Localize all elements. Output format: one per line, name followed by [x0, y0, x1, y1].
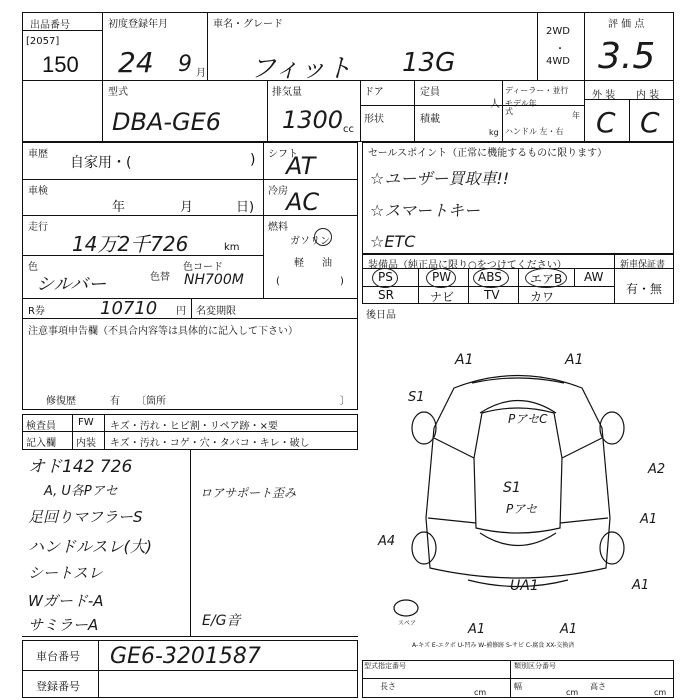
sales-points-label: セールスポイント（正常に機能するものに限ります）	[368, 148, 608, 159]
name-change-limit-label: 名変期限	[196, 306, 236, 317]
type-spec-label: 型式指定番号	[364, 662, 406, 670]
usage-value: 自家用・(	[70, 155, 132, 171]
fuel-label: 燃料	[268, 222, 288, 233]
note-right-2: E/G音	[202, 613, 241, 629]
first-registration-month: 9	[178, 52, 192, 77]
note-line-6: Wガード-A	[28, 592, 104, 610]
load-label: 積載	[420, 114, 440, 125]
equip-abs-circle	[473, 268, 509, 288]
width-label: 幅	[514, 682, 522, 691]
diagram-mark-3: S1	[408, 390, 425, 405]
model-year-unit: 年	[572, 111, 580, 120]
drive-separator: ・	[555, 44, 565, 55]
height-label: 高さ	[590, 682, 606, 691]
note-line-2: A, U各Pアセ	[44, 484, 118, 499]
equip-airbag: エアB	[530, 272, 563, 286]
equip-sr: SR	[378, 288, 394, 302]
note-line-5: シートスレ	[28, 564, 103, 582]
lot-number: 150	[42, 52, 79, 77]
sales-point-3: ☆ETC	[370, 232, 416, 251]
diagram-mark-5: A2	[648, 462, 666, 477]
score-label: 評 価 点	[608, 19, 645, 30]
exterior-grade: C	[596, 106, 616, 139]
note-line-7: サミラーA	[28, 616, 99, 634]
capacity-label: 定員	[420, 87, 440, 98]
fuel-paren-close: )	[340, 276, 344, 287]
diagram-mark-4: PアセC	[508, 412, 548, 426]
diagram-mark-10: UA1	[510, 578, 539, 594]
wheel-rear-left	[412, 532, 436, 564]
fuel-selected-circle	[314, 228, 332, 246]
diagram-mark-2: A1	[565, 352, 584, 368]
car-rear-window	[480, 533, 556, 546]
repair-location-label: 〔箇所	[136, 396, 166, 407]
interior-row-label: 内装	[76, 438, 96, 449]
damage-legend: A-キズ E-エクボ U-凹み W-補修跡 S-サビ C-腐食 XX-交換済	[412, 642, 575, 649]
wheel-front-right	[600, 412, 624, 444]
fuel-gasoline: ガソリン	[290, 236, 330, 247]
inspection-label: 車検	[28, 186, 48, 197]
dealer-parallel-label: ディーラー・並行	[505, 86, 569, 95]
diagram-mark-9: A4	[378, 534, 396, 549]
month-unit: 月	[196, 68, 206, 79]
diagram-mark-12: A1	[468, 622, 486, 637]
inspector-label: 検査員	[26, 421, 56, 432]
note-line-1: オド142 726	[28, 457, 133, 477]
note-line-3: 足回りマフラーS	[28, 508, 143, 526]
model-value: DBA-GE6	[112, 108, 222, 136]
first-registration-label: 初度登録年月	[108, 19, 168, 30]
equip-navi: ナビ	[430, 290, 455, 304]
fw-items: キズ・汚れ・ヒビ割・リペア跡・×要	[110, 421, 278, 432]
length-label: 長さ	[380, 682, 396, 691]
height-unit: cm	[654, 688, 667, 697]
recycle-label: R券	[28, 306, 45, 317]
fw-label: FW	[78, 417, 94, 428]
equip-pw-circle	[426, 268, 456, 288]
spare-tire	[394, 600, 418, 616]
class-number-label: 類別区分番号	[514, 662, 556, 670]
ac-label: 冷房	[268, 186, 288, 197]
fuel-kei: 軽	[294, 258, 304, 269]
lot-number-label: 出品番号	[30, 20, 70, 31]
sales-point-2: ☆スマートキー	[370, 201, 481, 220]
car-body-outline	[426, 376, 610, 579]
diagram-mark-7: Pアセ	[506, 502, 538, 516]
car-name-grade-label: 車名・グレード	[213, 19, 283, 30]
record-label: 記入欄	[26, 438, 56, 449]
wheel-front-left	[412, 412, 436, 444]
repair-history-value: 有	[110, 396, 120, 407]
wheel-rear-right	[600, 532, 624, 564]
drive-4wd: 4WD	[546, 56, 570, 67]
diagram-mark-11: A1	[632, 578, 650, 593]
door-label: ドア	[364, 87, 384, 98]
notes-label: 注意事項申告欄（不具合内容等は具体的に記入して下さい）	[28, 326, 298, 337]
equip-pw: PW	[432, 270, 452, 284]
fuel-oil: 油	[322, 258, 332, 269]
inspection-day: 日)	[236, 200, 255, 215]
note-right-1: ロアサポート歪み	[200, 486, 297, 500]
diagram-mark-13: A1	[560, 622, 578, 637]
sales-point-1: ☆ユーザー買取車!!	[370, 169, 510, 188]
inspection-month: 月	[180, 200, 194, 215]
interior-items: キズ・汚れ・コゲ・穴・タバコ・キレ・破し	[110, 438, 310, 449]
equip-ps-circle	[372, 268, 398, 288]
chassis-number-value: GE6-3201587	[110, 644, 261, 669]
spare-label: スペア	[398, 620, 417, 627]
diagram-mark-1: A1	[455, 352, 474, 368]
model-year-label: モデル年式	[505, 99, 537, 116]
equipment-label: 装備品（純正品に限り○をつけてください）	[368, 260, 567, 271]
displacement-value: 1300	[282, 106, 344, 134]
fuel-paren-open: (	[276, 276, 280, 287]
rear-items-label: 後日品	[366, 310, 396, 321]
first-registration-year: 24	[118, 46, 154, 79]
color-code-label: 色コード	[183, 262, 223, 273]
person-unit: 人	[490, 99, 500, 110]
registration-number-label: 登録番号	[36, 680, 80, 693]
color-label: 色	[28, 262, 38, 273]
new-car-warranty-value: 有・無	[626, 282, 663, 296]
diagram-mark-6: S1	[503, 480, 521, 496]
length-unit: cm	[474, 688, 487, 697]
km-unit: km	[224, 242, 240, 253]
inspection-year: 年	[112, 200, 126, 215]
yen-unit: 円	[176, 306, 186, 317]
lot-sub-number: [2057]	[26, 36, 60, 47]
interior-label: 内 装	[636, 90, 660, 101]
kg-unit: kg	[489, 128, 499, 137]
drive-2wd: 2WD	[546, 26, 570, 37]
model-label: 型式	[108, 87, 128, 98]
exterior-label: 外 装	[592, 90, 616, 101]
repair-history-label: 修復歴	[46, 396, 76, 407]
handle-label: ハンドル 左・右	[505, 127, 564, 136]
displacement-label: 排気量	[272, 87, 302, 98]
width-unit: cm	[566, 688, 579, 697]
new-car-warranty-label: 新車保証書	[620, 260, 666, 270]
equip-airbag-circle	[525, 268, 567, 288]
color-value: シルバー	[36, 274, 107, 295]
car-grade: 13G	[402, 48, 456, 78]
equip-aw: AW	[584, 270, 604, 284]
shift-label: シフト	[268, 149, 298, 160]
recycle-value: 10710	[100, 298, 158, 319]
equip-tv: TV	[484, 288, 500, 302]
repair-location-close: 〕	[340, 396, 350, 407]
equip-ps: PS	[378, 270, 393, 284]
shape-label: 形状	[364, 114, 384, 125]
car-name: フィット	[250, 54, 352, 84]
ac-value: AC	[286, 188, 320, 216]
color-code-value: NH700M	[184, 272, 244, 288]
diagram-mark-8: A1	[640, 512, 658, 527]
mileage-value: 14万2千726	[72, 232, 189, 256]
mileage-label: 走行	[28, 222, 48, 233]
interior-grade: C	[640, 106, 660, 139]
note-line-4: ハンドルスレ(大)	[28, 537, 153, 556]
color-change-label: 色替	[150, 272, 170, 283]
cc-unit: cc	[343, 124, 354, 135]
usage-close: )	[250, 152, 256, 168]
usage-label: 車歴	[28, 149, 48, 160]
equip-abs: ABS	[478, 270, 502, 284]
shift-value: AT	[286, 152, 316, 180]
score-value: 3.5	[598, 36, 656, 77]
equip-leather: カワ	[530, 290, 555, 304]
chassis-number-label: 車台番号	[36, 650, 80, 663]
